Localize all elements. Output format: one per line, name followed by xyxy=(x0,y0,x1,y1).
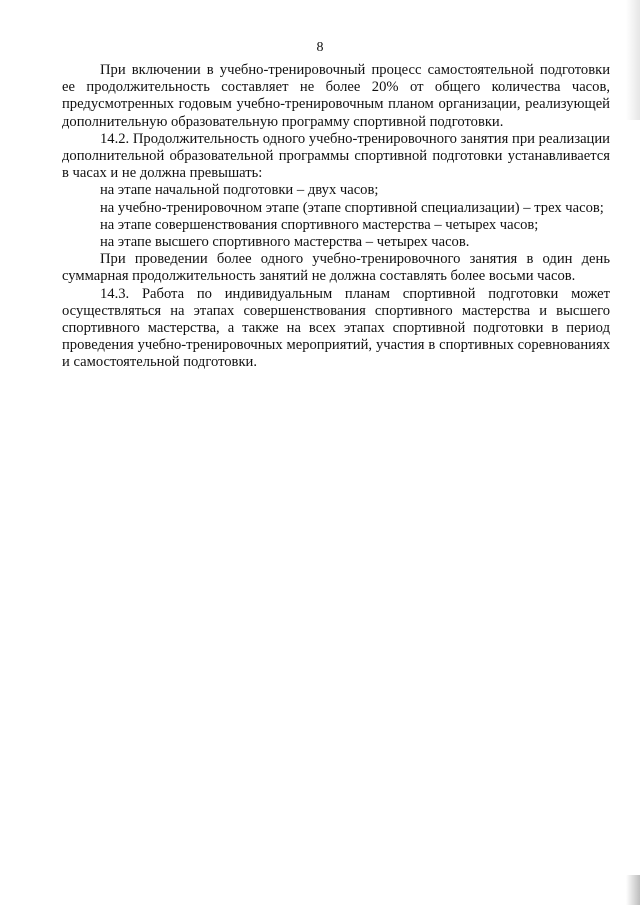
paragraph-highest-stage: на этапе высшего спортивного мастерства – четырех часов. xyxy=(100,234,470,251)
paragraph-14-2-intro: 14.2. Продолжительность одного учебно-тренировочного занятия при реализации дополнительной образовательной программы спортивной подготовки устанавливается в часах и не должна превышать: xyxy=(62,130,610,182)
scan-edge-shadow-bottom xyxy=(626,875,640,905)
paragraph-training-stage: на учебно-тренировочном этапе (этапе спортивной специализации) – трех часов; xyxy=(100,199,604,216)
paragraph-initial-stage: на этапе начальной подготовки – двух часов; xyxy=(100,182,379,199)
scan-edge-shadow-top xyxy=(626,0,640,120)
paragraph-14-3-individual-plans: 14.3. Работа по индивидуальным планам спортивной подготовки может осуществляться на этапах совершенствования спортивного мастерства и высшего спортивного мастерства, а также на всех этапах спортивной подготовки в период проведения учебно-тренировочных мероприятий, участия в спортивных соревнованиях и самостоятельной подготовки. xyxy=(62,285,610,371)
paragraph-multiple-sessions: При проведении более одного учебно-тренировочного занятия в один день суммарная продолжительность занятий не должна составлять более восьми часов. xyxy=(62,251,610,285)
page-number: 8 xyxy=(316,40,324,55)
document-body xyxy=(62,62,610,372)
paragraph-improvement-stage: на этапе совершенствования спортивного мастерства – четырех часов; xyxy=(100,216,539,233)
paragraph-self-training: При включении в учебно-тренировочный процесс самостоятельной подготовки ее продолжительность составляет не более 20% от общего количества часов, предусмотренных годовым учебно-тренировочным планом организации, реализующей дополнительную образовательную программу спортивной подготовки. xyxy=(62,62,610,130)
